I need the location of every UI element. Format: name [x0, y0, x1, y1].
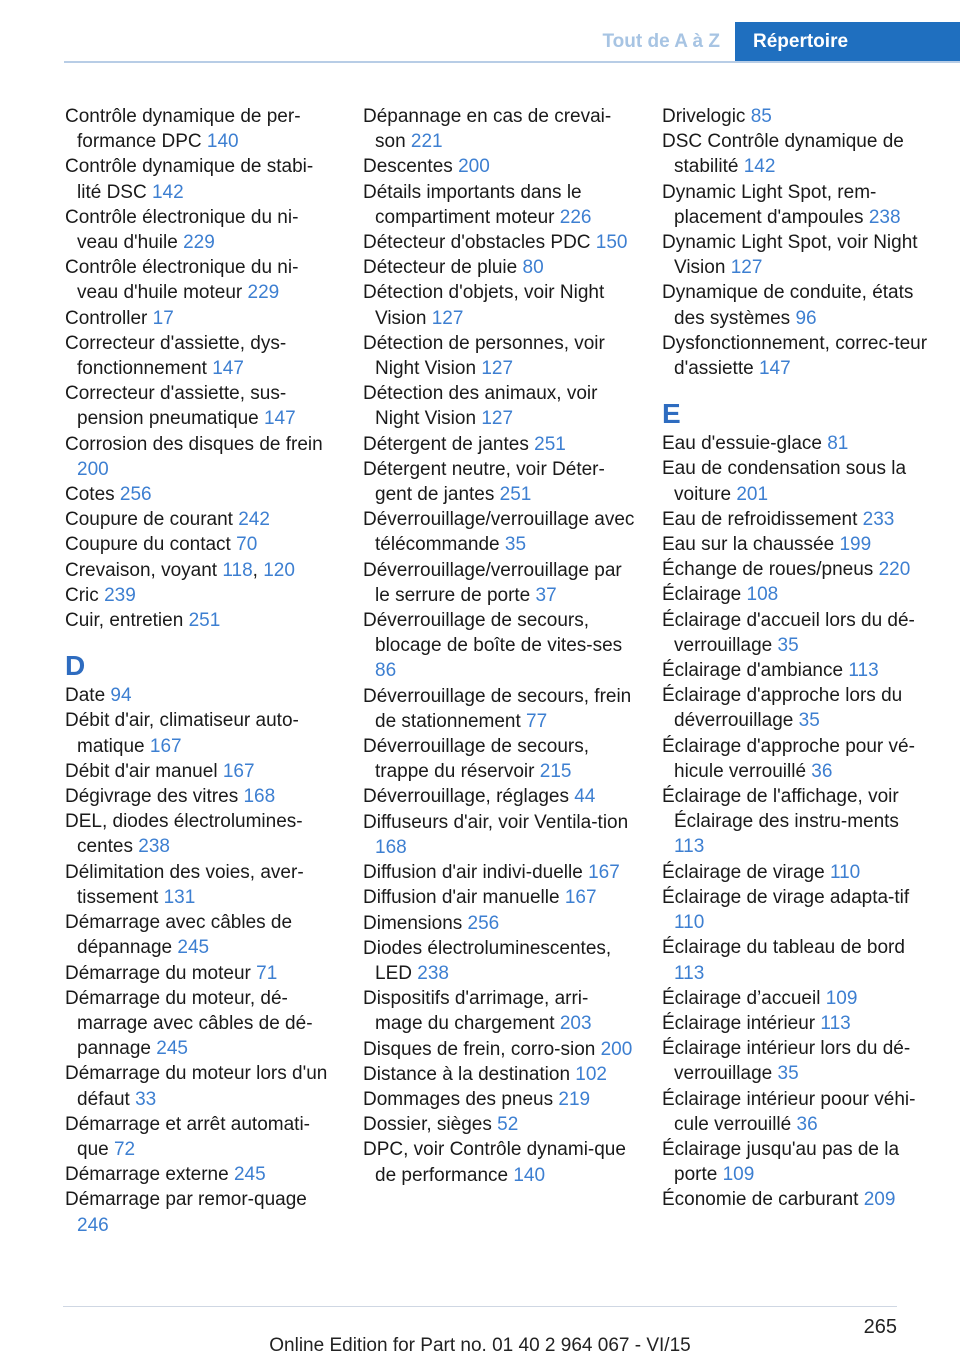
index-entry [65, 482, 337, 507]
entry-term: Coupure du contact [65, 534, 231, 556]
index-entry: Crevaison, voyant 118, 120 [65, 559, 295, 581]
page-link[interactable]: 147 [263, 408, 296, 430]
index-entry [662, 1087, 934, 1137]
index-entry [65, 306, 337, 331]
entry-term: Corrosion des disques de frein [65, 433, 323, 455]
page-link[interactable]: 245 [156, 1038, 188, 1060]
page-link[interactable]: 142 [743, 156, 776, 178]
index-entry [363, 1062, 635, 1087]
index-entry [363, 734, 635, 784]
entry-term: Éclairage intérieur lors du dé-verrouillage [662, 1038, 911, 1085]
page-header [0, 0, 960, 62]
page-link[interactable]: 86 [375, 660, 397, 682]
page-link[interactable]: 110 [674, 912, 705, 934]
page-link[interactable]: 80 [522, 257, 544, 279]
entry-term: Démarrage du moteur, dé-marrage avec câbles de dé-pannage [65, 987, 313, 1060]
page-link[interactable]: 168 [243, 786, 276, 808]
index-entry [662, 658, 934, 683]
page-link[interactable]: 142 [151, 181, 184, 203]
page-link[interactable]: 52 [497, 1114, 519, 1136]
page-link[interactable]: 167 [588, 862, 620, 884]
index-entry [363, 1087, 635, 1112]
entry-term: Cuir, entretien [65, 610, 184, 632]
index-entry [662, 507, 934, 532]
index-entry [65, 1162, 337, 1187]
entry-term: Dynamique de conduite, états des systèmes [662, 282, 914, 329]
index-entry [363, 104, 635, 154]
entry-term: Cotes [65, 484, 115, 506]
index-entry [662, 180, 934, 230]
page-link[interactable]: 226 [559, 206, 592, 228]
entry-term: Éclairage intérieur poour véhi-cule verrouillé [662, 1088, 916, 1135]
entry-term: Dimensions [363, 912, 463, 934]
page-link[interactable]: 113 [848, 660, 879, 682]
index-entry [363, 911, 635, 936]
index-entry [662, 1036, 934, 1086]
index-entry [662, 1137, 934, 1187]
index-entry [65, 381, 337, 431]
index-entry [65, 910, 337, 960]
page-link[interactable]: 203 [559, 1013, 592, 1035]
entry-term: Drivelogic [662, 106, 746, 127]
entry-term: Éclairage du tableau de bord [662, 937, 905, 959]
entry-term: Eau de refroidissement [662, 508, 858, 530]
entry-term: Éclairage d'ambiance [662, 660, 844, 682]
entry-term: Éclairage d'approche pour vé-hicule verrouillé [662, 735, 915, 782]
page-link[interactable]: 127 [431, 307, 464, 329]
page-link[interactable]: 33 [135, 1088, 157, 1110]
index-entry [363, 608, 635, 684]
page-link[interactable]: 72 [113, 1138, 136, 1160]
index-entry [363, 1112, 635, 1137]
index-entry [662, 532, 934, 557]
index-entry [65, 1112, 337, 1162]
entry-term: Descentes [363, 156, 453, 178]
page-link[interactable]: 256 [467, 912, 500, 934]
page-link[interactable]: 70 [236, 534, 258, 556]
entry-term: Démarrage du moteur lors d'un défaut [65, 1063, 328, 1110]
index-entry [662, 280, 934, 330]
entry-term: Dispositifs d'arrimage, arri-mage du chargement [363, 988, 589, 1035]
page-link[interactable]: 245 [177, 937, 210, 959]
entry-term: Éclairage d'accueil lors du dé-verrouillage [662, 609, 915, 656]
index-entry [65, 683, 337, 708]
page-link[interactable]: 167 [222, 760, 255, 782]
page-link[interactable]: 127 [481, 358, 514, 380]
page-link[interactable]: 229 [247, 282, 280, 304]
page-link[interactable]: 85 [750, 106, 772, 127]
index-entry [363, 1137, 635, 1187]
index-entry [65, 104, 337, 154]
index-entry [363, 1037, 635, 1062]
entry-term: Déverrouillage de secours, frein de stationnement [363, 685, 632, 732]
page-link[interactable]: 200 [458, 156, 490, 178]
section-letter: D [65, 650, 86, 682]
index-entry [363, 860, 635, 885]
entry-term: Diffusion d'air manuelle [363, 887, 560, 909]
entry-term: Détergent neutre, voir Déter-gent de jantes [363, 458, 605, 506]
entry-term: Déverrouillage/verrouillage avec télécommande [363, 509, 635, 556]
entry-term: Contrôle dynamique de per-formance DPC [65, 106, 301, 153]
entry-term: Démarrage avec câbles de dépannage [65, 912, 293, 959]
page-link[interactable]: 221 [410, 131, 443, 153]
entry-term: Détection de personnes, voir Night Vision [363, 332, 605, 380]
page-link[interactable]: 251 [499, 484, 532, 506]
page-link[interactable]: 113 [820, 1012, 851, 1034]
entry-term: DEL, diodes électrolumines-centes [65, 811, 303, 858]
entry-term: Débit d'air manuel [65, 760, 218, 782]
index-entry [65, 986, 337, 1062]
edition-footer: Online Edition for Part no. 01 40 2 964 067 - VI/15 [269, 1335, 691, 1356]
tab-directory[interactable]: Répertoire [735, 22, 960, 62]
page-link[interactable]: 35 [504, 534, 527, 556]
entry-term: Distance à la destination [363, 1063, 571, 1085]
index-entry [363, 986, 635, 1036]
index-entry [662, 582, 934, 607]
index-entry [65, 608, 337, 633]
page-link[interactable]: 77 [526, 710, 548, 732]
index-entry [662, 935, 934, 985]
index-entry [65, 205, 337, 255]
page-link[interactable]: 233 [862, 508, 895, 530]
page-link[interactable]: 35 [777, 634, 799, 656]
entry-term: Éclairage d'approche lors du déverrouillage [662, 685, 903, 732]
index-entry [65, 255, 337, 305]
page-link[interactable]: 220 [878, 559, 911, 581]
index-entry [662, 1187, 934, 1212]
index-entry [65, 583, 337, 608]
entry-term: Dysfonctionnement, correc-teur d'assiette [662, 332, 928, 380]
entry-term: Débit d'air, climatiseur auto-matique [65, 710, 299, 757]
index-entry [65, 759, 337, 784]
page-link[interactable]: 140 [513, 1164, 546, 1186]
entry-term: Démarrage externe [65, 1164, 229, 1186]
page-link[interactable]: 102 [575, 1063, 607, 1085]
page-link[interactable]: 109 [722, 1164, 755, 1186]
page-link[interactable]: 147 [758, 358, 791, 380]
page-link[interactable]: 246 [77, 1214, 109, 1236]
page-link[interactable]: 35 [798, 710, 820, 732]
index-entry [662, 885, 934, 935]
entry-term: Démarrage et arrêt automati-que [65, 1113, 310, 1160]
index-entry [363, 507, 635, 557]
section-letter: E [662, 398, 681, 430]
entry-term: Dynamic Light Spot, voir Night Vision [662, 232, 918, 279]
index-entry [662, 986, 934, 1011]
index-entry [363, 280, 635, 330]
entry-term: Correcteur d'assiette, dys-fonctionnement [65, 332, 287, 380]
page-link[interactable]: 120 [263, 559, 295, 581]
index-entry [363, 255, 635, 280]
page-link[interactable]: 238 [868, 206, 901, 228]
entry-term: Diffusion d'air indivi-duelle [363, 862, 583, 884]
index-column-3 [662, 104, 934, 1213]
entry-term: Contrôle électronique du ni-veau d'huile [65, 206, 299, 254]
entry-term: Éclairage de virage adapta-tif [662, 886, 910, 908]
page-link[interactable]: 200 [600, 1038, 633, 1060]
entry-term: Coupure de courant [65, 509, 233, 531]
index-entry [65, 532, 337, 557]
index-entry [662, 860, 934, 885]
entry-term: Dynamic Light Spot, rem-placement d'ampoules [662, 181, 877, 228]
entry-term: Eau sur la chaussée [662, 534, 835, 556]
index-entry [662, 129, 934, 179]
page-link[interactable]: 71 [256, 962, 278, 984]
entry-term: Déverrouillage, réglages [363, 786, 569, 808]
index-entry [363, 936, 635, 986]
index-entry [662, 734, 934, 784]
page-link[interactable]: 167 [149, 735, 182, 757]
page-link[interactable]: 131 [163, 886, 196, 908]
entry-term: Éclairage [662, 584, 742, 606]
entry-term: Dossier, sièges [363, 1114, 492, 1136]
page-link[interactable]: 140 [206, 131, 239, 153]
page-link[interactable]: 35 [777, 1063, 799, 1085]
index-entry [363, 432, 635, 457]
index-entry [65, 961, 337, 986]
entry-term: Déverrouillage de secours, blocage de boîte de vites-ses [363, 610, 623, 657]
entry-term: Disques de frein, corro-sion [363, 1038, 596, 1060]
index-entry [662, 431, 934, 456]
page-link[interactable]: 17 [152, 307, 174, 329]
index-entry [65, 432, 337, 482]
index-entry [65, 860, 337, 910]
page-link[interactable]: 167 [564, 887, 597, 909]
entry-term: Éclairage d’accueil [662, 987, 821, 1009]
index-entry [363, 885, 635, 910]
index-entry [65, 331, 337, 381]
entry-term: Détection des animaux, voir Night Vision [363, 383, 598, 430]
index-column-2 [363, 104, 635, 1188]
entry-term: Correcteur d'assiette, sus-pension pneumatique [65, 383, 287, 430]
index-entry [65, 507, 337, 532]
page-link[interactable]: 94 [110, 685, 132, 707]
footer-divider [63, 1306, 897, 1307]
entry-term: Éclairage de virage [662, 861, 825, 883]
page-link[interactable]: 168 [375, 836, 407, 858]
index-entry [363, 784, 635, 809]
page-link[interactable]: 118 [222, 559, 253, 581]
entry-term: Délimitation des voies, aver-tissement [65, 861, 304, 908]
index-entry [363, 810, 635, 860]
entry-term: Déverrouillage de secours, trappe du réservoir [363, 736, 590, 783]
page-link[interactable]: 36 [811, 760, 833, 782]
entry-term: Contrôle électronique du ni-veau d'huile moteur [65, 257, 299, 304]
index-entry [662, 683, 934, 733]
entry-term: Éclairage jusqu'au pas de la porte [662, 1138, 900, 1186]
page-link[interactable]: 245 [233, 1164, 266, 1186]
entry-term: Date [65, 685, 106, 707]
entry-term: Dommages des pneus [363, 1088, 554, 1110]
entry-term: Diodes électroluminescentes, LED [363, 937, 612, 984]
tab-index-a-z[interactable]: Tout de A à Z [602, 31, 720, 52]
header-divider [64, 61, 960, 63]
entry-term: DPC, voir Contrôle dynami-que de performance [363, 1139, 626, 1186]
entry-term: Déverrouillage/verrouillage par le serrure de porte [363, 559, 622, 606]
page-link[interactable]: 96 [795, 307, 817, 329]
entry-term: Détection d'objets, voir Night Vision [363, 282, 605, 329]
page-link[interactable]: 251 [188, 610, 221, 632]
index-entry [65, 1187, 337, 1237]
page-link[interactable]: 200 [77, 458, 109, 480]
index-entry [363, 381, 635, 431]
page-link[interactable]: 256 [119, 484, 152, 506]
index-entry [662, 331, 934, 381]
index-entry [65, 708, 337, 758]
index-column-1 [65, 104, 337, 1238]
page-link[interactable]: 229 [183, 232, 215, 254]
entry-term: Controller [65, 307, 148, 329]
entry-term: Eau d'essuie-glace [662, 433, 822, 455]
index-entry [363, 331, 635, 381]
entry-term: Détecteur de pluie [363, 257, 518, 279]
page-link[interactable]: 113 [674, 836, 705, 858]
entry-term: Contrôle dynamique de stabi-lité DSC [65, 156, 314, 203]
index-entry [363, 684, 635, 734]
page-number: 265 [863, 1316, 897, 1338]
page-link[interactable]: 199 [839, 534, 872, 556]
index-entry [662, 230, 934, 280]
page-link[interactable]: 201 [736, 483, 769, 505]
entry-term: Cric [65, 584, 99, 606]
index-entry [65, 784, 337, 809]
entry-term: Détails importants dans le compartiment moteur [363, 181, 582, 228]
entry-term: Économie de carburant [662, 1189, 859, 1211]
entry-term: Détergent de jantes [363, 433, 529, 455]
entry-term: Éclairage intérieur [662, 1012, 816, 1034]
page-link[interactable]: 113 [674, 962, 705, 984]
page-link[interactable]: 127 [481, 408, 514, 430]
entry-term: Démarrage par remor-quage [65, 1189, 307, 1211]
page-link[interactable]: 147 [212, 358, 244, 380]
index-entry [662, 557, 934, 582]
entry-term: DSC Contrôle dynamique de stabilité [662, 131, 904, 178]
index-entry [662, 608, 934, 658]
entry-term: Eau de condensation sous la voiture [662, 458, 907, 505]
page-link[interactable]: 242 [238, 509, 270, 531]
entry-term: Dégivrage des vitres [65, 786, 239, 808]
page-link[interactable]: 251 [534, 433, 566, 455]
index-entry [65, 1061, 337, 1111]
index-entry [65, 809, 337, 859]
index-entry [363, 457, 635, 507]
page-link[interactable]: 238 [417, 962, 449, 984]
page-link[interactable]: 209 [863, 1189, 896, 1211]
entry-term: Diffuseurs d'air, voir Ventila-tion [363, 811, 629, 833]
page-link[interactable]: 127 [730, 257, 763, 279]
entry-term: Dépannage en cas de crevai-son [363, 106, 612, 153]
index-entry [662, 104, 934, 129]
index-entry [363, 154, 635, 179]
page-link[interactable]: 81 [827, 433, 849, 455]
page-link[interactable]: 150 [595, 232, 628, 254]
index-entry [662, 784, 934, 860]
page-link[interactable]: 36 [796, 1113, 818, 1135]
page-link[interactable]: 37 [535, 584, 557, 606]
page-link[interactable]: 108 [746, 584, 779, 606]
index-entry [363, 558, 635, 608]
index-entry [662, 1011, 934, 1036]
page-link[interactable]: 44 [574, 786, 596, 808]
index-entry [65, 154, 337, 204]
page-link[interactable]: 219 [558, 1088, 591, 1110]
entry-term: Démarrage du moteur [65, 962, 251, 984]
page-link[interactable]: 109 [825, 987, 858, 1009]
entry-term: Détecteur d'obstacles PDC [363, 232, 591, 254]
page-link[interactable]: 239 [104, 584, 136, 606]
index-entry [662, 456, 934, 506]
entry-term: Crevaison, voyant [65, 559, 218, 581]
entry-term: Échange de roues/pneus [662, 559, 874, 581]
page-link[interactable]: 238 [138, 836, 170, 858]
page-link[interactable]: 110 [829, 861, 861, 883]
page-link[interactable]: 215 [539, 761, 572, 783]
entry-term: Éclairage de l'affichage, voir Éclairage des instru-ments [662, 786, 899, 833]
index-entry [363, 180, 635, 230]
index-entry [363, 230, 635, 255]
